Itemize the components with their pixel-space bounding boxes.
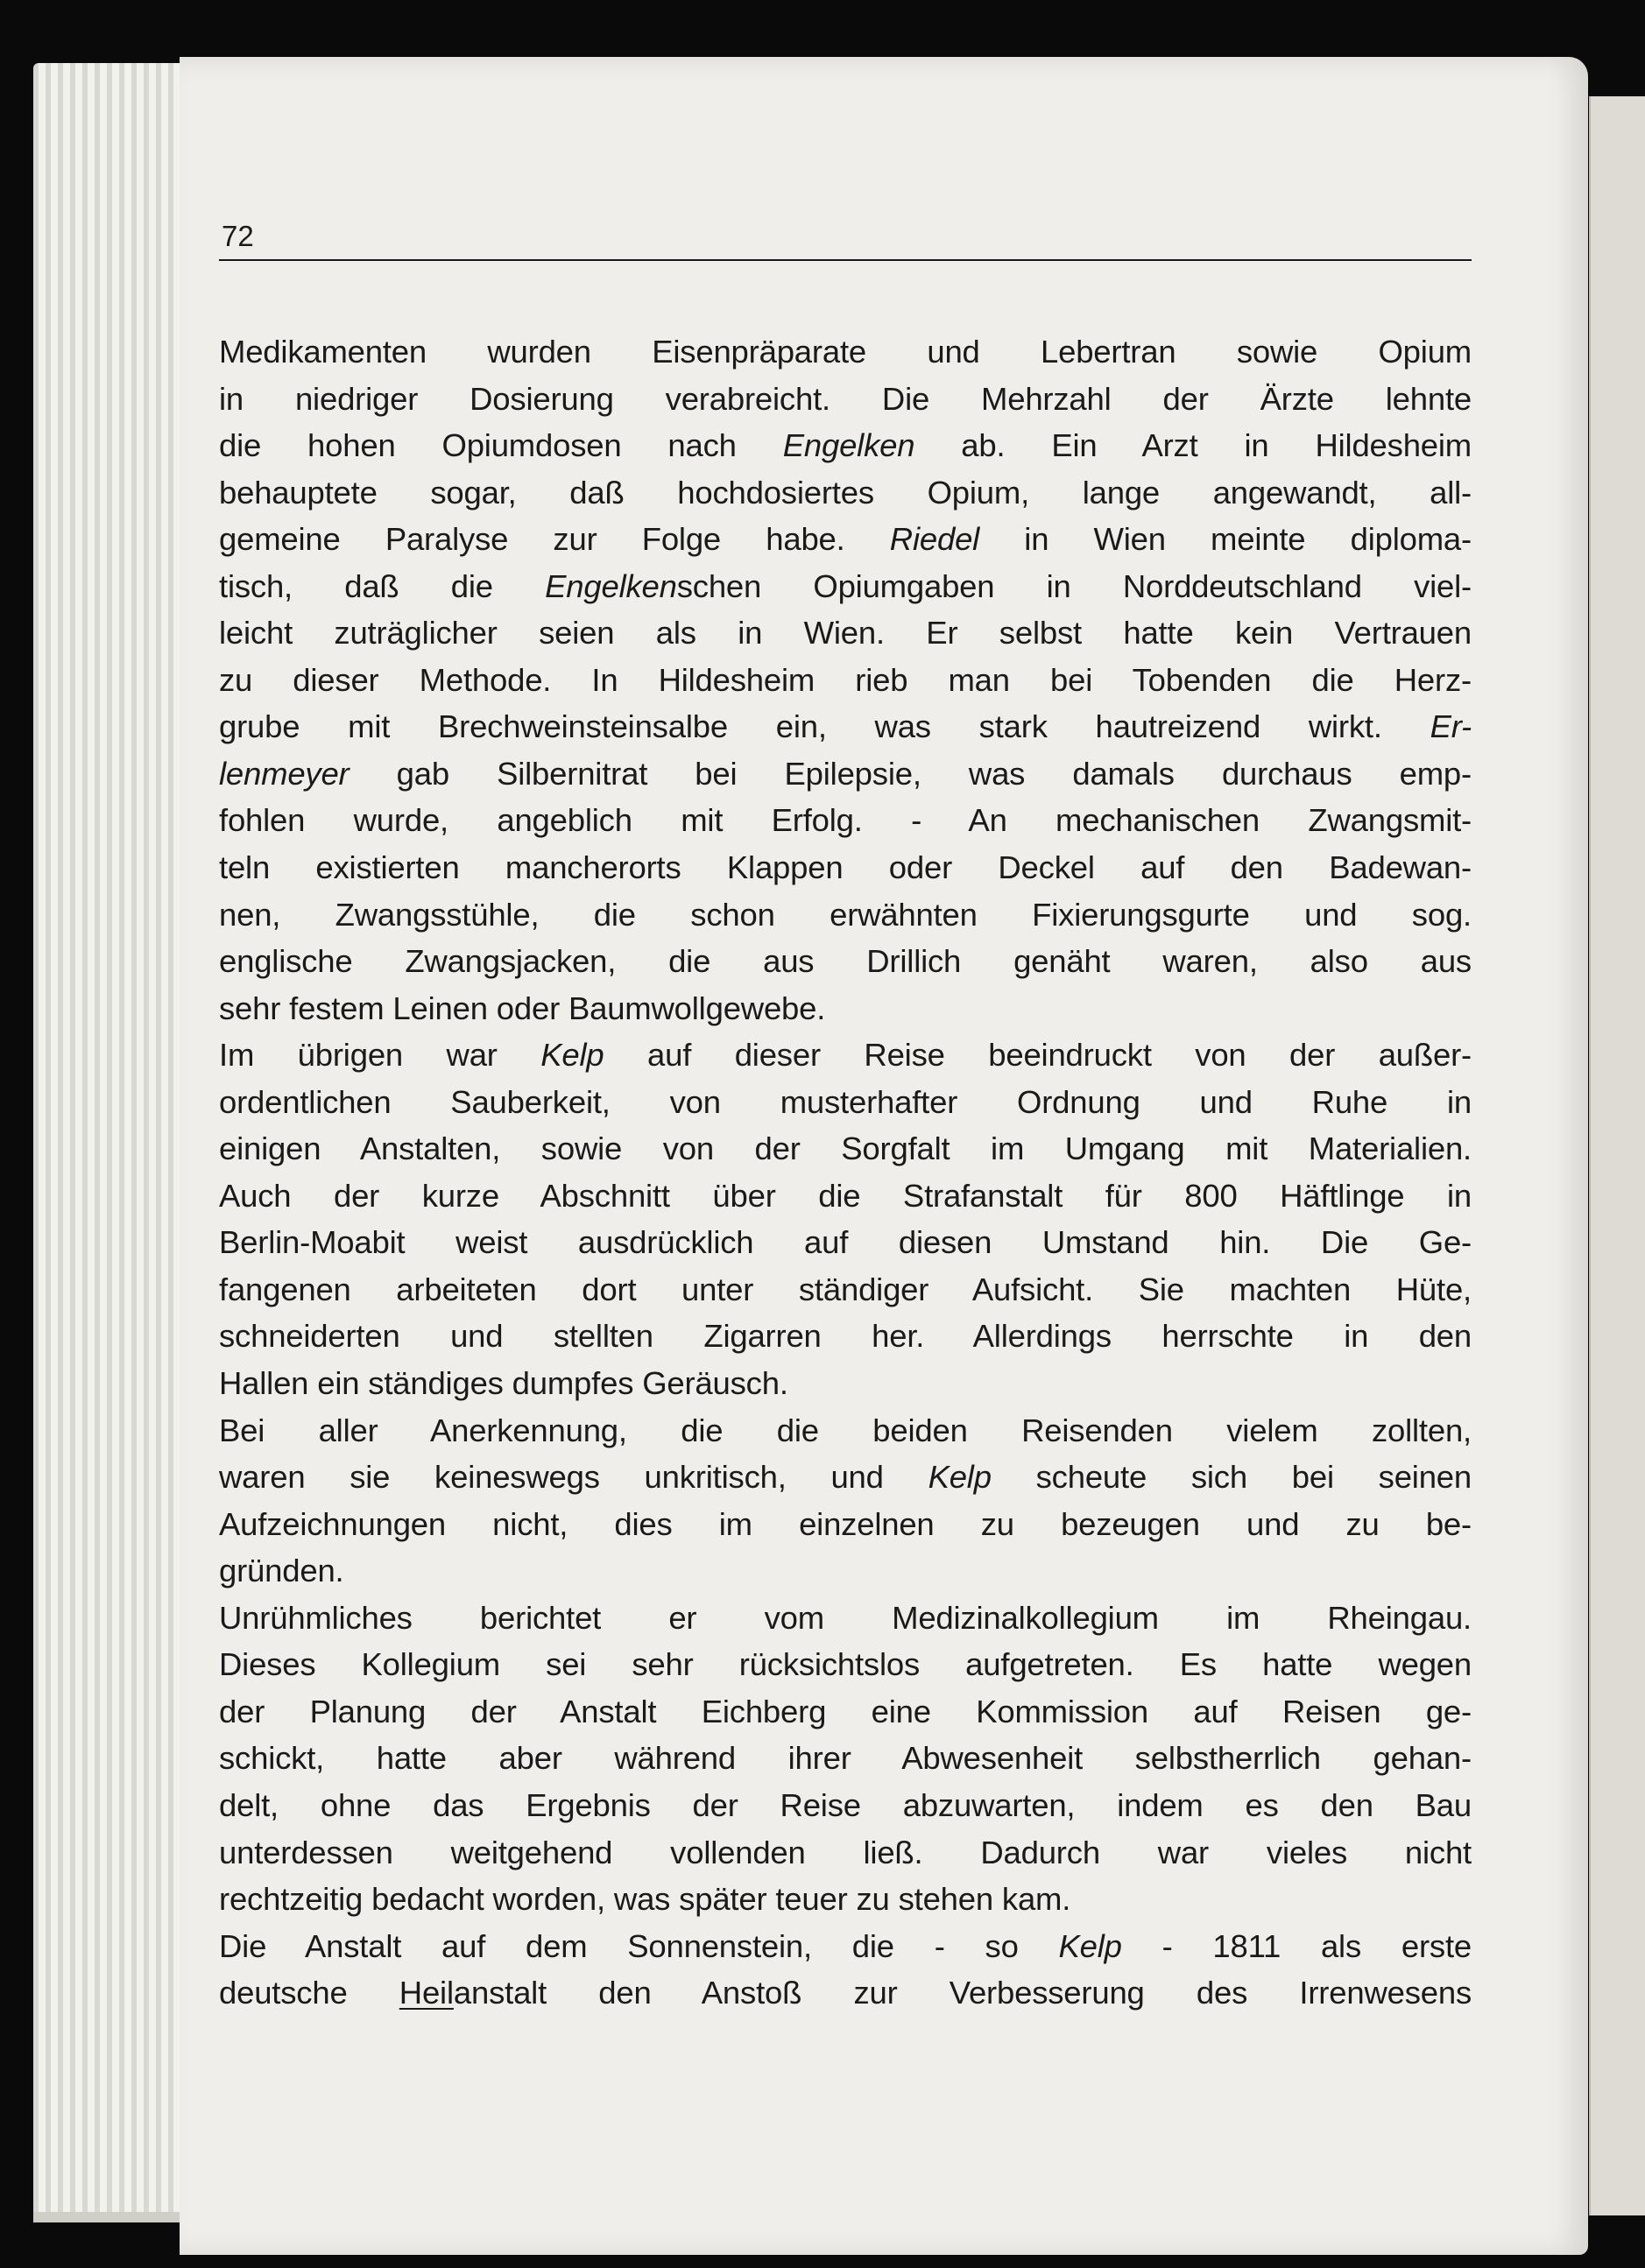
page-header (219, 165, 1472, 261)
text-line: Dieses Kollegium sei sehr rücksichtslos aufgetreten. Es hatte wegen (219, 1646, 1472, 1683)
text-line (219, 1923, 1472, 1970)
italic-name: Kelp (1058, 1927, 1122, 1964)
text-line: fangenen arbeiteten dort unter ständiger Aufsicht. Sie machten Hüte, (219, 1271, 1472, 1307)
text-line: Medikamenten wurden Eisenpräparate und Lebertran sowie Opium (219, 334, 1472, 370)
text-segment: scheute sich bei seinen (991, 1459, 1472, 1496)
text-line (219, 1969, 1472, 2017)
text-segment: waren sie keineswegs unkritisch, und (219, 1459, 928, 1496)
text-line: englische Zwangsjacken, die aus Drillich genäht waren, also aus (219, 943, 1472, 980)
italic-name: Kelp (928, 1459, 992, 1496)
text-segment: die hohen Opiumdosen nach (219, 427, 783, 464)
text-segment: Die Anstalt auf dem Sonnenstein, die - so (219, 1927, 1059, 1964)
text-line: delt, ohne das Ergebnis der Reise abzuwarten, indem es den Bau (219, 1786, 1472, 1823)
italic-name: Kelp (540, 1037, 604, 1074)
text-line (219, 516, 1472, 563)
text-segment: schen Opiumgaben in Norddeutschland viel- (676, 567, 1472, 604)
text-line (219, 1454, 1472, 1501)
text-line: sehr festem Leinen oder Baumwollgewebe. (219, 990, 826, 1026)
text-line: zu dieser Methode. In Hildesheim rieb man bei Tobenden die Herz- (219, 661, 1472, 698)
text-line: Berlin-Moabit weist ausdrücklich auf diesen Umstand hin. Die Ge- (219, 1224, 1472, 1261)
text-line: teln existierten mancherorts Klappen oder Deckel auf den Badewan- (219, 849, 1472, 886)
text-line (219, 703, 1472, 750)
text-line: einigen Anstalten, sowie von der Sorgfalt im Umgang mit Materialien. (219, 1130, 1472, 1167)
italic-name: Engelken (782, 427, 915, 464)
text-line: schneiderten und stellten Zigarren her. Allerdings herrschte in den (219, 1318, 1472, 1355)
text-line: Bei aller Anerkennung, die die beiden Reisenden vielem zollten, (219, 1412, 1472, 1448)
text-line: fohlen wurde, angeblich mit Erfolg. - An mechanischen Zwangsmit- (219, 802, 1472, 839)
text-segment: anstalt den Anstoß zur Verbesserung des Irrenwesens (453, 1975, 1472, 2011)
body-text (219, 328, 1472, 2017)
text-line (219, 422, 1472, 469)
text-line: Hallen ein ständiges dumpfes Geräusch. (219, 1365, 788, 1402)
text-line: gründen. (219, 1553, 344, 1589)
italic-name: lenmeyer (219, 755, 349, 792)
text-segment: gemeine Paralyse zur Folge habe. (219, 521, 890, 558)
italic-name: Riedel (889, 521, 980, 558)
text-segment: auf dieser Reise beeindruckt von der außer- (604, 1037, 1472, 1074)
text-line: nen, Zwangsstühle, die schon erwähnten Fixierungsgurte und sog. (219, 896, 1472, 933)
text-segment: in Wien meinte diploma- (979, 521, 1472, 558)
text-segment: gab Silbernitrat bei Epilepsie, was damals durchaus emp- (349, 755, 1472, 792)
page-number: 72 (222, 220, 254, 252)
text-line (219, 750, 1472, 798)
text-line (219, 1032, 1472, 1079)
text-line (219, 563, 1472, 610)
next-page-edge (1589, 96, 1645, 2215)
text-segment: - 1811 als erste (1121, 1927, 1472, 1964)
page-edges (33, 63, 200, 2217)
text-segment: deutsche (219, 1975, 399, 2011)
text-line: in niedriger Dosierung verabreicht. Die Mehrzahl der Ärzte lehnte (219, 380, 1472, 417)
text-line: Auch der kurze Abschnitt über die Strafanstalt für 800 Häftlinge in (219, 1177, 1472, 1214)
italic-name: Engelken (545, 567, 677, 604)
italic-name: Er- (1430, 708, 1472, 745)
text-line: ordentlichen Sauberkeit, von musterhafter Ordnung und Ruhe in (219, 1083, 1472, 1120)
text-segment: Im übrigen war (219, 1037, 541, 1074)
text-line: Unrühmliches berichtet er vom Medizinalkollegium im Rheingau. (219, 1599, 1472, 1636)
text-line: rechtzeitig bedacht worden, was später teuer zu stehen kam. (219, 1881, 1071, 1918)
text-segment: ab. Ein Arzt in Hildesheim (914, 427, 1472, 464)
text-line: der Planung der Anstalt Eichberg eine Kommission auf Reisen ge- (219, 1693, 1472, 1729)
text-line: Aufzeichnungen nicht, dies im einzelnen zu bezeugen und zu be- (219, 1505, 1472, 1542)
text-line: behauptete sogar, daß hochdosiertes Opium, lange angewandt, all- (219, 474, 1472, 511)
text-segment: grube mit Brechweinsteinsalbe ein, was stark hautreizend wirkt. (219, 708, 1430, 745)
underlined-word: Heil (399, 1975, 454, 2011)
text-segment: tisch, daß die (219, 567, 546, 604)
text-line: leicht zuträglicher seien als in Wien. Er selbst hatte kein Vertrauen (219, 615, 1472, 652)
text-line: unterdessen weitgehend vollenden ließ. Dadurch war vieles nicht (219, 1834, 1472, 1870)
text-line: schickt, hatte aber während ihrer Abwesenheit selbstherrlich gehan- (219, 1740, 1472, 1777)
